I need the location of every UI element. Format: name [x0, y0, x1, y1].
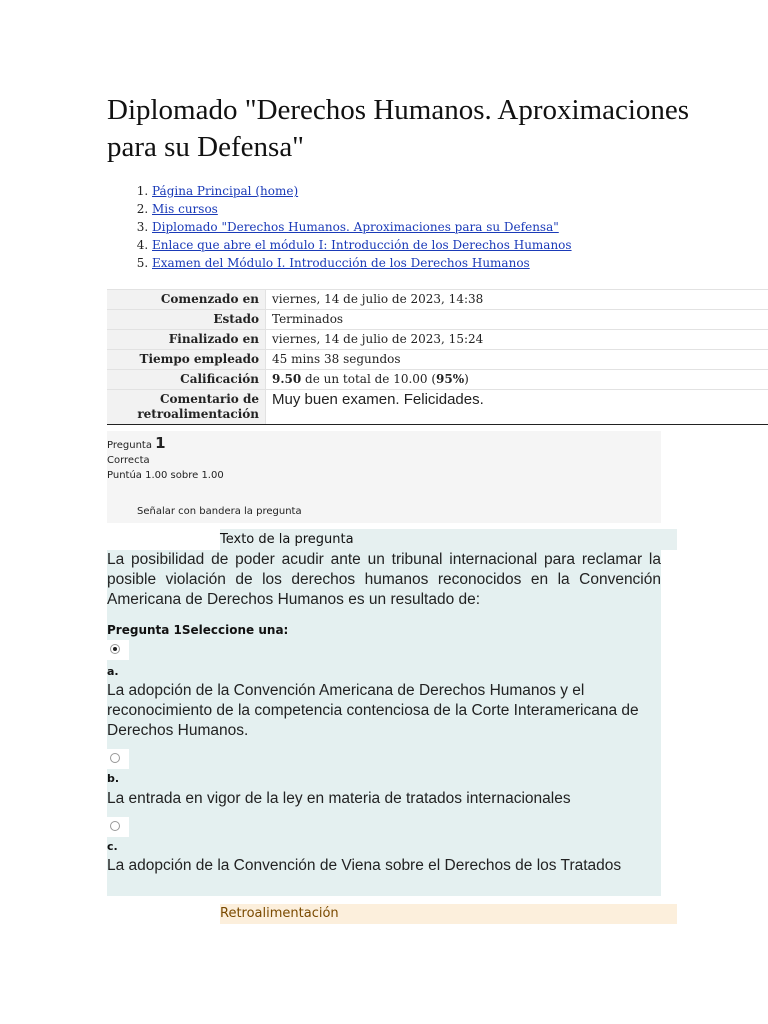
flag-question-link[interactable]: Señalar con bandera la pregunta: [137, 506, 302, 517]
option-a-radio[interactable]: [107, 640, 129, 660]
summary-label: Finalizado en: [107, 330, 266, 350]
question-status: Correcta: [107, 455, 150, 466]
summary-label: Estado: [107, 310, 266, 330]
radio-unselected-icon: [110, 753, 120, 763]
grade-total: de un total de 10.00 (: [301, 372, 437, 386]
breadcrumb-item: [152, 182, 572, 200]
breadcrumb-link-my-courses[interactable]: Mis cursos: [152, 202, 218, 216]
attempt-summary-table: [107, 289, 768, 425]
question-text-heading: Texto de la pregunta: [220, 529, 677, 550]
radio-unselected-icon: [110, 821, 120, 831]
summary-value: Terminados: [266, 310, 768, 330]
option-c-letter: c.: [107, 840, 118, 853]
summary-value: Muy buen examen. Felicidades.: [266, 390, 768, 425]
summary-value: viernes, 14 de julio de 2023, 15:24: [266, 330, 768, 350]
breadcrumb-link-module[interactable]: Enlace que abre el módulo I: Introducción de los Derechos Humanos: [152, 238, 572, 252]
question-score: Puntúa 1.00 sobre 1.00: [107, 470, 224, 481]
summary-label: Comentario de retroalimentación: [107, 390, 266, 425]
summary-row-grade: [107, 370, 768, 390]
summary-row-feedback: [107, 390, 768, 425]
question-text: La posibilidad de poder acudir ante un tribunal internacional para reclamar la posible violación de los derechos humanos reconocidos en la Convención Americana de Derechos Humanos es un resultado de:: [107, 551, 661, 608]
option-a-text[interactable]: La adopción de la Convención Americana de Derechos Humanos y el reconocimiento de la competencia contenciosa de la Corte Interamericana de Derechos Humanos.: [107, 682, 639, 739]
summary-value: 45 mins 38 segundos: [266, 350, 768, 370]
breadcrumb-item: [152, 200, 572, 218]
breadcrumb-link-exam[interactable]: Examen del Módulo I. Introducción de los Derechos Humanos: [152, 256, 530, 270]
breadcrumb-link-home[interactable]: Página Principal (home): [152, 184, 299, 198]
option-c-text[interactable]: La adopción de la Convención de Viena sobre el Derechos de los Tratados: [107, 857, 622, 874]
summary-label: Calificación: [107, 370, 266, 390]
grade-score: 9.50: [272, 372, 302, 386]
breadcrumb-item: [152, 218, 572, 236]
summary-row-time: [107, 350, 768, 370]
option-c-radio[interactable]: [107, 817, 129, 837]
summary-label: Tiempo empleado: [107, 350, 266, 370]
grade-close: ): [464, 372, 469, 386]
summary-row-state: [107, 310, 768, 330]
option-b-radio[interactable]: [107, 749, 129, 769]
option-b-letter: b.: [107, 772, 120, 785]
question-info: [107, 431, 661, 523]
option-b-text[interactable]: La entrada en vigor de la ley en materia de tratados internacionales: [107, 790, 571, 807]
summary-value: viernes, 14 de julio de 2023, 14:38: [266, 290, 768, 310]
summary-row-started: [107, 290, 768, 310]
summary-value: [266, 370, 768, 390]
question-number: Pregunta 1: [107, 434, 166, 452]
option-a-letter: a.: [107, 665, 119, 678]
radio-selected-icon: [110, 644, 120, 654]
summary-row-finished: [107, 330, 768, 350]
breadcrumb-item: [152, 254, 572, 272]
question-prompt: Pregunta 1Seleccione una:: [107, 623, 289, 637]
grade-percent: 95%: [436, 372, 465, 386]
breadcrumb: [130, 182, 572, 272]
feedback-heading: Retroalimentación: [220, 904, 677, 924]
breadcrumb-item: [152, 236, 572, 254]
breadcrumb-link-course[interactable]: Diplomado "Derechos Humanos. Aproximaciones para su Defensa": [152, 220, 559, 234]
page-title: Diplomado "Derechos Humanos. Aproximaciones para su Defensa": [107, 94, 690, 163]
summary-label: Comenzado en: [107, 290, 266, 310]
